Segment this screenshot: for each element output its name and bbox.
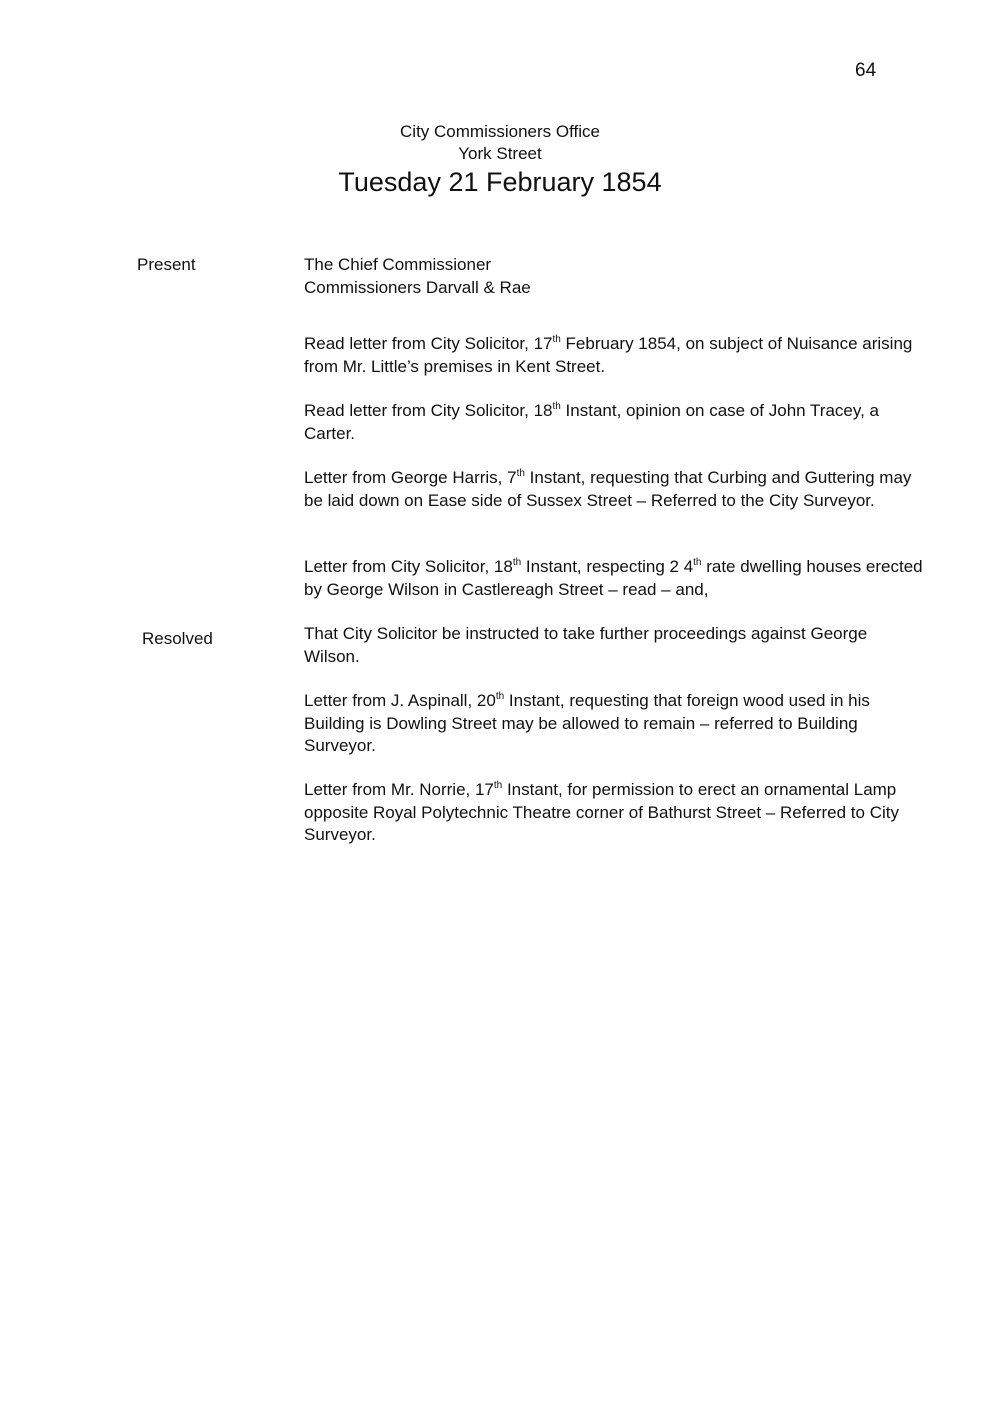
resolved-label: Resolved [142,629,213,648]
minute-entry: Letter from George Harris, 7th Instant, requesting that Curbing and Guttering may be laid down on Ease side of Sussex Street – Referred to the City Surveyor. [304,468,912,510]
office-street: York Street [458,144,542,163]
page-number: 64 [855,60,877,81]
resolution-entry: That City Solicitor be instructed to take further proceedings against George Wilson. [304,624,868,666]
meeting-date: Tuesday 21 February 1854 [338,167,662,197]
minutes-heading [0,121,1000,198]
office-name: City Commissioners Office [400,122,600,141]
attendee-line: Commissioners Darvall & Rae [304,277,531,297]
attendee-line: The Chief Commissioner [304,255,492,274]
present-label: Present [137,255,196,274]
attendees-list [304,254,924,299]
minute-entry: Read letter from City Solicitor, 17th February 1854, on subject of Nuisance arising from Mr. Little’s premises in Kent Street. [304,334,913,376]
minute-entry: Letter from City Solicitor, 18th Instant, respecting 2 4th rate dwelling houses erected by George Wilson in Castlereagh Street – read – and, [304,557,923,599]
minute-entry: Letter from Mr. Norrie, 17th Instant, for permission to erect an ornamental Lamp opposite Royal Polytechnic Theatre corner of Bathurst Street – Referred to City Surveyor. [304,780,899,844]
minute-entry: Read letter from City Solicitor, 18th Instant, opinion on case of John Tracey, a Carter. [304,401,879,443]
minute-entry: Letter from J. Aspinall, 20th Instant, requesting that foreign wood used in his Building is Dowling Street may be allowed to remain – referred to Building Surveyor. [304,691,870,755]
